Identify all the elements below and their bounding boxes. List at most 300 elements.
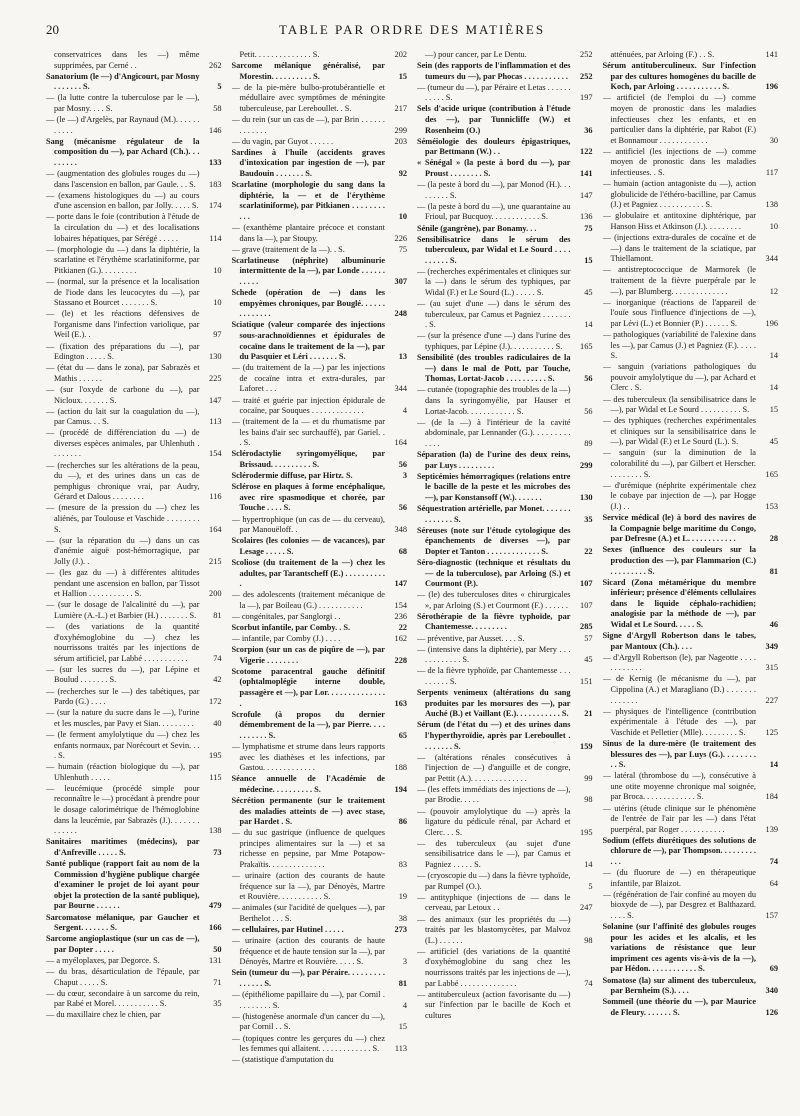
entry-page-number: 113 [209, 417, 222, 427]
entry-page-number: 10 [213, 265, 222, 275]
index-entry [232, 990, 408, 1011]
entry-text: — humain (réaction biologique du —), par Uhlenhuth . . . . . [46, 762, 200, 782]
entry-page-number: 35 [213, 999, 222, 1009]
entry-page-number: 141 [765, 50, 778, 59]
entry-page-number: 10 [213, 298, 222, 308]
entry-text: — antistreptococcique de Marmorek (le traitement de la fièvre puerpérale par le —), par Blumberg. . . . . . . . . . . . . . [602, 265, 756, 296]
entry-text: Sommeil (une théorie du —), par Maurice de Fleury. . . . . . . S. [602, 997, 756, 1017]
entry-text: — artificiel (des variations de la quantité d'oxyhémoglobine du sang chez les nourrissons traités par les injections de —), par Labbé . . . . . . . . . . . . . . [417, 946, 571, 988]
entry-page-number: 98 [584, 795, 593, 805]
entry-page-number: 3 [402, 957, 407, 967]
index-entry [232, 245, 408, 256]
entry-page-number: 98 [584, 935, 593, 945]
index-entry [417, 472, 593, 504]
entry-page-number: 73 [213, 847, 222, 857]
entry-page-number: 46 [769, 619, 778, 629]
entry-text: Sécrétion permanente (sur le traitement des maladies atteints de —) avec stase, par Hardet . S. [231, 795, 385, 827]
entry-text: Septicémies hémorragiques (relations entre le bacille de la peste et les microbes des —), par Konstansoff (W.). . . . . . . [417, 471, 571, 502]
index-entry [232, 417, 408, 449]
index-entry [603, 147, 779, 179]
index-entry [232, 515, 408, 536]
entry-text: — (traitement de la — et du rhumatisme par les bains d'air sec surchauffé), par Gariel. . . S. [231, 417, 385, 448]
entry-text: — latéral (thrombose du —), consécutive à une otite moyenne chronique mal soignée, par Broca. . . . . . . . . . . . . S. [602, 771, 756, 802]
entry-text: Scrofule (à propos du dernier démembrement de la —), par Pierre. . . . . . . . . . . S. [231, 709, 385, 740]
entry-page-number: 273 [394, 925, 407, 935]
index-entry [46, 762, 222, 783]
entry-text: Scorpion (sur un cas de piqûre de —), par Vigerie . . . . . . . . [231, 645, 385, 665]
entry-page-number: 36 [584, 125, 593, 135]
entry-page-number: 45 [584, 288, 593, 298]
entry-page-number: 285 [580, 622, 593, 632]
index-entry [603, 233, 779, 265]
index-column-4 [603, 50, 779, 1106]
entry-page-number: 21 [584, 709, 593, 719]
entry-text: — (du fluorure de —) en thérapeutique infantile, par Blaizot. [602, 868, 756, 888]
entry-text: — (tumeur du —), par Péraire et Letas . . . . . . . . . . . S. [417, 82, 571, 103]
entry-page-number: 81 [398, 979, 407, 989]
index-entry [232, 363, 408, 395]
entry-page-number: 116 [209, 492, 222, 502]
entry-text: — (altérations rénales consécutives à l'injection de —) d'anguille et de congre, par Pettit (A.). . . . . . . . . . . . . . [417, 752, 571, 783]
index-entry [46, 989, 222, 1010]
entry-text: —) pour cancer, par Le Dentu. [425, 50, 527, 59]
index-entry [46, 363, 222, 384]
index-entry [46, 169, 222, 190]
entry-page-number: 75 [584, 223, 593, 233]
entry-page-number: 56 [398, 503, 407, 513]
entry-page-number: 130 [209, 352, 222, 362]
index-entry [603, 362, 779, 394]
entry-page-number: 117 [765, 168, 778, 178]
index-entry [232, 828, 408, 870]
index-entry [46, 385, 222, 406]
entry-text: Scorbut infantile, par Comby. . S. [231, 622, 351, 632]
index-entry [417, 526, 593, 558]
index-entry [603, 997, 779, 1018]
entry-page-number: 42 [213, 675, 222, 685]
entry-page-number: 479 [209, 901, 222, 911]
entry-text: Sicard (Zona métamérique du membre inférieur; présence d'éléments cellulaires dans le liquide céphalo-rachidien; analogisie par la méthode de —), par Widal et Le Sourd. . . . . S. [602, 577, 756, 629]
index-entry [232, 710, 408, 742]
entry-text: — (les effets immédiats des injections de —), par Brodie. . . . . [417, 784, 571, 805]
entry-text: — (des variations de la quantité d'oxyhémoglobine du —) chez les nourrissons traités par les injections de sérum artificiel, par Labbé . . . . . . . . . . . [46, 621, 200, 663]
entry-text: — (du traitement de la —) par les injections de cocaïne intra et extra-durales, par Laforet . . . [231, 363, 385, 394]
entry-text: — (de la —) à l'intérieur de la cavité abdominale, par Lennander (G.). . . . . . . . . . . . . [417, 417, 571, 448]
index-entry [417, 785, 593, 806]
entry-text: conservatrices dans les —) même supprimées, par Cerné . . [54, 50, 200, 70]
entry-page-number: 126 [765, 1007, 778, 1017]
index-entry [46, 967, 222, 988]
page-title: TABLE PAR ORDRE DES MATIÈRES [278, 22, 546, 37]
entry-text: — (action du lait sur la coagulation du —), par Camus. . . S. [46, 406, 200, 427]
entry-text: Séparation (la) de l'urine des deux reins, par Luys . . . . . . . . . [417, 449, 571, 470]
index-entry [603, 739, 779, 771]
index-entry [232, 148, 408, 180]
entry-text: — (histogenèse anormale d'un cancer du —), par Cornil . . S. [231, 1011, 385, 1032]
index-entry [232, 936, 408, 968]
entry-text: — cutanée (topographie des troubles de la —) dans la syringomyélie, par Hauser et Lortat-Jacob. . . . . . . . . . . . S. [417, 385, 571, 416]
entry-page-number: 4 [402, 406, 407, 416]
index-entry [232, 320, 408, 362]
entry-text: Sels d'acide urique (contribution à l'étude des —), par Tunnicliffe (W.) et Rosenheim (O.) [417, 104, 571, 135]
entry-text: — (topiques contre les gerçures du —) chez les femmes qui allaitent. . . . . . . . . . . . . S. [231, 1033, 385, 1054]
index-entry [603, 481, 779, 513]
entry-text: — (les gaz du —) à différentes altitudes pendant une ascension en ballon, par Tissot et Hallion . . . . . . . . . . . S. [46, 568, 200, 599]
entry-text: Scoliose (du traitement de la —) chez les adultes, par Tarantscheff (E.) . . . . . . . . . . . [231, 557, 385, 589]
entry-page-number: 344 [765, 254, 778, 264]
entry-text: — (sur le dosage de l'alcalinité du —), par Lumière (A.-L.) et Barbier (H.) . . . . . . . S. [46, 600, 200, 620]
entry-page-number: 107 [580, 600, 593, 610]
index-entry [46, 536, 222, 568]
entry-text: — infantile, par Comby (J.) . . . . [231, 634, 341, 644]
index-entry [417, 299, 593, 331]
entry-page-number: 56 [584, 374, 593, 384]
entry-text: — (mesure de la pression du —) chez les aliénés, par Toulouse et Vaschide . . . . . . . . S. [46, 503, 200, 534]
index-entry [232, 223, 408, 244]
entry-page-number: 45 [769, 437, 778, 447]
entry-text: Signe d'Argyll Robertson dans le tabes, par Mantoux (Ch.). . . . [602, 631, 756, 651]
entry-page-number: 69 [769, 964, 778, 974]
entry-page-number: 97 [213, 330, 222, 340]
entry-page-number: 236 [394, 611, 407, 621]
entry-page-number: 130 [580, 492, 593, 502]
index-entry [603, 298, 779, 330]
entry-page-number: 164 [209, 524, 222, 534]
index-entry [46, 730, 222, 762]
index-entry [46, 1010, 222, 1021]
index-entry [46, 784, 222, 837]
entry-page-number: 14 [769, 351, 778, 361]
index-entry [232, 137, 408, 148]
entry-text: Séquestration artérielle, par Monet. . . . . . . . . . . . . . S. [417, 503, 571, 524]
index-entry [417, 137, 593, 158]
entry-page-number: 99 [584, 773, 593, 783]
index-entry [232, 536, 408, 557]
entry-text: — des tuberculeux (la sensibilisatrice dans le —), par Widal et Le Sourd . . . . . . . . . . S. [602, 394, 756, 415]
entry-text: Scarlatine (morphologie du sang dans la diphtérie, la — et de l'érythème scarlatiniforme), par Pitkianen . . . . . . . . . . . [231, 180, 385, 221]
entry-page-number: 157 [765, 911, 778, 920]
entry-text: — d'Argyll Robertson (le), par Nageotte . . . . . . . . . . . . [602, 652, 756, 673]
entry-page-number: 248 [394, 309, 407, 319]
entry-text: — artificiel (de l'emploi du —) comme moyen de pronostic dans les maladies infectieuses chez les enfants, et en particulier dans la diphtérie, par Rabot (F.) et Bonnamour . . . . . . . . . . . . [602, 93, 756, 145]
entry-text: — du rein (sur un cas de —), par Brin . . . . . . . . . . . . . [231, 115, 385, 135]
index-entry [232, 623, 408, 634]
entry-text: — urinaire (action des courants de haute fréquence sur la —), par Dénoyès, Martre et Rouvière. . . . . . . . . . . S. [231, 871, 385, 902]
entry-text: — (recherches expérimentales et cliniques sur la —) dans le sérum des typhiques, par Widal (F.) et Le Sourd (L.) . . . . . S. [417, 266, 571, 298]
index-entry [232, 471, 408, 482]
entry-page-number: 15 [584, 255, 593, 265]
index-entry [46, 245, 222, 277]
index-entry [603, 265, 779, 297]
entry-page-number: 3 [402, 471, 407, 481]
index-entry [46, 956, 222, 967]
index-entry [46, 568, 222, 600]
entry-text: — (normal, sur la présence et la localisation de l'iode dans les leucocytes du —), par Stassano et Bourcet . . . . . . . S. [46, 276, 200, 308]
index-entry [46, 503, 222, 535]
entry-text: Séméiologie des douleurs épigastriques, par Bettmann (W.) . . [417, 136, 571, 157]
entry-page-number: 315 [765, 663, 778, 673]
entry-page-number: 89 [584, 438, 593, 448]
index-entry [232, 742, 408, 774]
entry-page-number: 344 [394, 384, 407, 394]
entry-text: — antificiel (les injections de —) comme moyen de pronostic dans les maladies infectieuses. . S. [602, 146, 756, 178]
entry-page-number: 194 [394, 784, 407, 794]
entry-page-number: 81 [213, 610, 222, 620]
entry-page-number: 14 [769, 760, 778, 770]
entry-page-number: 68 [398, 546, 407, 556]
index-entry [232, 871, 408, 903]
entry-text: Séro-diagnostic (technique et résultats du — de la tuberculose), par Arloing (S.) et Courmont (P.). [417, 557, 571, 589]
index-entry [232, 180, 408, 222]
entry-page-number: 45 [584, 655, 593, 665]
index-entry [46, 913, 222, 934]
index-entry [603, 50, 779, 61]
index-entry [603, 416, 779, 448]
entry-page-number: 165 [580, 342, 593, 352]
index-entry [232, 667, 408, 709]
index-entry [603, 330, 779, 362]
entry-text: — de la pie-mère bulbo-protubérantielle et médullaire avec symptômes de méningite tuberculeuse, par Lereboullet. . S. [231, 82, 385, 113]
entry-page-number: 30 [769, 135, 778, 145]
entry-page-number: 138 [765, 200, 778, 210]
index-entry [417, 590, 593, 611]
index-entry [232, 50, 408, 61]
entry-text: — (état du — dans le zona), par Sabrazès et Mathis . . . . . . [46, 363, 200, 383]
entry-page-number: 22 [584, 546, 593, 556]
index-entry [46, 342, 222, 363]
entry-text: — grave (traitement de la —). . S. [231, 244, 345, 254]
entry-text: Sodium (effets diurétiques des solutions de chlorure de —), par Thompson. . . . . . . . . . . . [602, 835, 756, 867]
entry-text: — du cœur, secondaire à un sarcome du rein, par Rabé et Morel. . . . . . . . . . . S. [46, 988, 200, 1009]
entry-text: Sang (mécanisme régulateur de la composition du —), par Achard (Ch.). . . . . . . . . [46, 136, 200, 167]
entry-text: « Sénégal » (la peste à bord du —), par Proust . . . . . . . . S. [417, 158, 571, 179]
index-entry [417, 224, 593, 235]
index-entry [603, 707, 779, 739]
index-entry [603, 890, 779, 922]
entry-text: Sensibilisatrice dans le sérum des tuberculeux, par Widal et Le Sourd . . . . . . . . . . S. [417, 234, 571, 265]
entry-text: — (la peste à bord du —), par Monod (H.). . . . . . . . . S. [417, 180, 571, 200]
entry-page-number: 202 [394, 50, 407, 59]
index-entry [232, 1012, 408, 1033]
entry-text: — porte dans le foie (contribution à l'étude de la circulation du —) et des localisations lobaires hépatiques, par Sérégé . . . . . [46, 212, 200, 243]
entry-text: Sensibilité (des troubles radiculaires de la —) dans le mal de Pott, par Touche, Thomas, Lortat-Jacob . . . . . . . . . . S. [417, 353, 571, 384]
page-header [46, 22, 778, 40]
entry-page-number: 28 [769, 534, 778, 544]
entry-page-number: 197 [580, 93, 593, 103]
entry-text: Sciatique (valeur comparée des injections sous-arachnoïdiennes et épidurales de cocaïne dans le traitement de la —), par du Pasquier et Léri . . . . . . . S. [231, 320, 385, 362]
entry-text: — des animaux (sur les propriétés du —) traités par les blastomycètes, par Malvoz (L.) . . . . . . [417, 914, 571, 945]
index-entry [603, 836, 779, 868]
entry-page-number: 154 [394, 600, 407, 610]
index-entry [46, 309, 222, 341]
entry-page-number: 262 [209, 60, 222, 70]
entry-text: — des typhiques (recherches expérimentales et cliniques sur la sensibilisatrice dans le —), par Widal (F.) et Le Sourd (L.). S. [602, 416, 756, 447]
entry-page-number: 19 [398, 892, 407, 902]
index-entry [417, 612, 593, 633]
entry-text: — (augmentation des globules rouges du —) dans l'ascension en ballon, par Gaule. . . S. [46, 169, 200, 189]
index-entry [232, 449, 408, 470]
entry-page-number: 228 [394, 655, 407, 665]
index-entry [417, 666, 593, 687]
entry-page-number: 200 [209, 589, 222, 599]
entry-text: — a myéloplaxes, par Degorce. S. [46, 955, 160, 965]
index-entry [46, 93, 222, 114]
entry-text: Sanitaires maritimes (médecins), par d'Anfreville . . . . . S. [46, 837, 200, 857]
index-entry [232, 558, 408, 590]
index-entry [417, 871, 593, 892]
entry-page-number: 14 [584, 320, 593, 330]
entry-text: Sérothérapie de la fièvre typhoïde, par Chantemesse. . . . . . . . . [417, 611, 571, 632]
index-entry [603, 93, 779, 146]
entry-text: — (la lutte contre la tuberculose par le —), par Mosny. . . . S. [46, 93, 200, 113]
entry-text: — (exanthème plantaire précoce et constant dans la —), par Stoupy. [231, 223, 385, 243]
entry-page-number: 153 [765, 501, 778, 511]
entry-text: — cellulaires, par Hutinel . . . . . [231, 925, 344, 935]
index-entry [46, 934, 222, 955]
entry-text: — (examens histologiques du —) au cours d'une ascension en ballon, par Jolly. . . . . S. [46, 190, 200, 211]
entry-page-number: 15 [769, 405, 778, 415]
index-entry [46, 191, 222, 212]
entry-text: Sarcome angioplastique (sur un cas de —), par Dopter . . . . . [46, 934, 200, 954]
index-entry [417, 331, 593, 352]
entry-text: Sarcomatose mélanique, par Gaucher et Sergent. . . . . . . S. [46, 912, 200, 933]
index-column-1 [46, 50, 222, 1106]
entry-page-number: 217 [394, 103, 407, 113]
index-entry [417, 504, 593, 525]
entry-text: Serpents venimeux (altérations du sang produites par les morsures des —), par Auché (B.) et Vaillant (E.). . . . . . . . . . . S. [417, 688, 571, 719]
entry-text: — traité et guérie par injection épidurale de cocaïne, par Souques . . . . . . . . . . . . . [231, 395, 385, 416]
entry-text: — (cryoscopie du —) dans la fièvre typhoïde, par Rumpel (O.). [417, 871, 571, 891]
entry-page-number: 50 [213, 944, 222, 954]
entry-text: — (sur la nature du sucre dans le —), l'urine et les muscles, par Pavy et Sian. . . . . . . . . [46, 708, 200, 728]
entry-text: Solanine (sur l'affinité des globules rouges pour les acides et les alcalis, et les variations de résistance que leur impriment ces agents vis-à-vis de la —), par Hédon. . . . . . . . . . . . S. [602, 922, 756, 974]
entry-page-number: 113 [394, 1044, 407, 1054]
entry-text: — (sur la réparation du —) dans un cas d'anémie aiguë post-hémorragique, par Jolly (J.). . [46, 535, 200, 566]
entry-page-number: 13 [398, 352, 407, 362]
entry-text: — (le ferment amylolytique du —) chez les enfants normaux, par Norécourt et Sevin. . . . S. [46, 729, 200, 761]
index-entry [417, 180, 593, 201]
entry-text: — (morphologie du —) dans la diphtérie, la scarlatine et l'érythème scarlatiniforme, par Pitkianen (G.). . . . . . . . . [46, 244, 200, 275]
index-entry [232, 396, 408, 417]
entry-text: — (procédé de différenciation du —) de diverses espèces animales, par Uhlenhuth . . . . . . . . [46, 428, 200, 459]
entry-page-number: 122 [580, 147, 593, 157]
entry-page-number: 107 [580, 579, 593, 589]
entry-text: — (au sujet d'une —) dans le sérum des tuberculeux, par Camus et Pagniez . . . . . . . . S. [417, 299, 571, 330]
index-entry [603, 674, 779, 706]
entry-page-number: 136 [580, 212, 593, 222]
index-entry [417, 990, 593, 1022]
entry-page-number: 247 [580, 903, 593, 913]
index-entry [417, 893, 593, 914]
entry-text: — du bras, désarticulation de l'épaule, par Chaput . . . . . S. [46, 966, 200, 987]
entry-page-number: 10 [398, 211, 407, 221]
entry-text: — (épithéliome papillaire du —), par Cornil . . . . . . . . . S. [231, 990, 385, 1010]
entry-page-number: 15 [398, 1022, 407, 1032]
index-entry [46, 708, 222, 729]
index-column-2 [232, 50, 408, 1106]
index-entry [232, 590, 408, 611]
entry-text: Sclérodactylie syringomyélique, par Brissaud. . . . . . . . . . S. [231, 449, 385, 470]
index-entry [232, 968, 408, 989]
entry-text: — hypertrophique (un cas de — du cerveau), par Manouëloff. . [231, 514, 385, 535]
index-entry [232, 796, 408, 828]
entry-page-number: 147 [394, 579, 407, 589]
entry-text: — antituberculeux (action favorisante du —) sur l'infection par le bacille de Koch et cultures [417, 989, 571, 1020]
entry-page-number: 183 [209, 179, 222, 189]
index-entry [417, 158, 593, 179]
index-entry [417, 83, 593, 104]
entry-page-number: 146 [209, 125, 222, 135]
entry-text: Scarlatineuse (néphrite) albuminurie intermittente de la —), par Londe . . . . . . . . . . . [231, 255, 385, 286]
entry-page-number: 147 [209, 395, 222, 405]
entry-text: Sein (tumeur du —), par Péraire. . . . . . . . . . . . . . . S. [231, 968, 385, 989]
entry-text: — lymphatisme et strume dans leurs rapports avec les diathèses et les infections, par Gastou. . . . . . . . . . . . . [231, 742, 385, 773]
entry-page-number: 299 [394, 125, 407, 135]
entry-text: Service médical (le) à bord des navires de la Compagnie belge maritime du Congo, par Defresne (A.) et L. . . . . . . . . . . . [602, 513, 756, 544]
index-entry [46, 137, 222, 169]
entry-text: — utérins (étude clinique sur le phénomène de l'entrée de l'air par les —) dans l'état puerpéral, par Roger . . . . . . . . . . . [602, 803, 756, 834]
entry-page-number: 165 [765, 469, 778, 479]
index-entry [46, 665, 222, 686]
entry-text: — du suc gastrique (influence de quelques principes alimentaires sur la —) et sa richesse en pepsine, par Mme Potapow-Prakaïtis. . . . . . . . . . . . . . [231, 828, 385, 870]
entry-text: — (le —) d'Argelès, par Raynaud (M.). . . . . . . . . . . [46, 115, 200, 135]
entry-page-number: 139 [765, 824, 778, 834]
index-entry [603, 545, 779, 577]
index-entry [232, 925, 408, 936]
entry-text: — (le) et les réactions défensives de l'organisme dans l'infection variolique, par Weil (E.). . [46, 309, 200, 340]
index-entry [46, 837, 222, 858]
entry-page-number: 86 [398, 817, 407, 827]
index-entry [603, 448, 779, 480]
index-entry [417, 450, 593, 471]
entry-page-number: 196 [765, 82, 778, 92]
entry-page-number: 131 [209, 955, 222, 965]
page-number: 20 [46, 22, 59, 37]
entry-page-number: 226 [394, 233, 407, 243]
index-column-3 [417, 50, 593, 1106]
index-entry [417, 720, 593, 752]
entry-page-number: 14 [769, 383, 778, 393]
index-entry [46, 461, 222, 503]
entry-page-number: 227 [765, 695, 778, 705]
index-entry [232, 903, 408, 924]
entry-text: Sérum (de l'état du —) et des urines dans l'hyperthyroïdie, après par Lereboullet . . . . . . . . S. [417, 720, 571, 751]
entry-text: — leucémique (procédé simple pour reconnaître le —) procédant à prendre pour le dosage calorimétrique de l'hémoglobine dans la leucémie, par Sabrazès (J.). . . . . . . . . . . . . [46, 783, 200, 836]
entry-page-number: 252 [580, 50, 593, 59]
index-entry [603, 922, 779, 975]
entry-page-number: 163 [394, 698, 407, 708]
entry-text: — (le) des tuberculoses dites « chirurgicales », par Arloing (S.) et Courmont (F.) . . . . . . [417, 590, 571, 610]
index-entry [232, 774, 408, 795]
entry-text: — (recherches sur les altérations de la peau, du —), et des urines dans un cas de pemphigus chronique vrai, par Audry, Gérard et Dalous . . . . . . . . [46, 460, 200, 502]
entry-page-number: 195 [209, 751, 222, 761]
index-entry [46, 72, 222, 93]
entry-page-number: 114 [209, 233, 222, 243]
entry-text: — (intensive dans la diphtérie), par Mery . . . . . . . . . . . . S. [417, 644, 571, 665]
entry-page-number: 58 [213, 103, 222, 113]
entry-page-number: 115 [209, 772, 222, 782]
entry-page-number: 65 [398, 730, 407, 740]
entry-text: — urinaire (action des courants de haute fréquence et de haute tension sur la —), par Dénoyès, Martre et Rouvière. . . . . S. [231, 936, 385, 967]
entry-page-number: 75 [398, 244, 407, 254]
index-entry [417, 418, 593, 450]
entry-text: — (régénération de l'air confiné au moyen du bioxyde de —), par Desgrez et Balthazard. . . . . S. [602, 889, 756, 920]
index-entry [603, 653, 779, 674]
index-entry [232, 482, 408, 514]
entry-text: — humain (action antagoniste du —), action globulicide de l'éthéro-bacilline, par Camus (J.) et Pagniez . . . . . . . . . . . S. [602, 179, 756, 210]
entry-text: — physiques de l'intelligence (contribution expérimentale à l'étude des —), par Vaschide et Pelletier (Mlle). . . . . . . . . S. [602, 706, 756, 737]
entry-text: — sanguin (sur la diminution de la colorabilité du —), par Gilbert et Herscher. . . . . . . . . S. [602, 448, 756, 479]
